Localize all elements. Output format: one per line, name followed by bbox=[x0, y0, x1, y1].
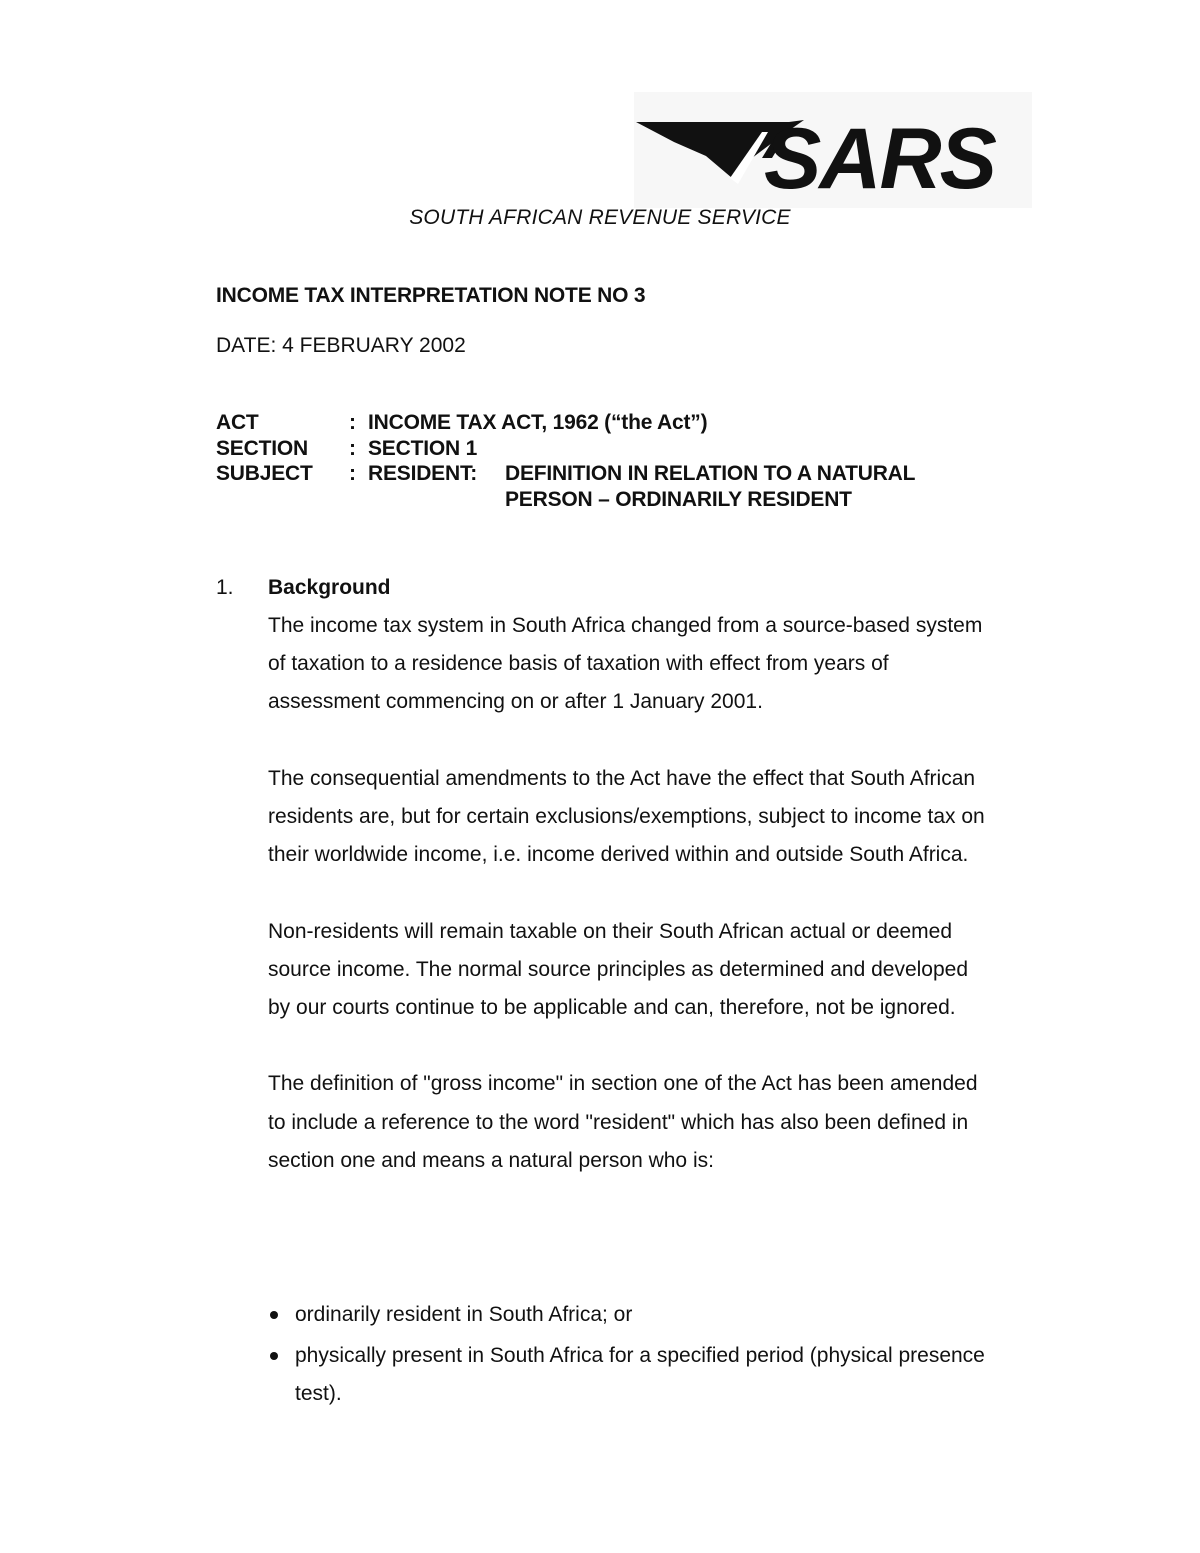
note-date: DATE: 4 FEBRUARY 2002 bbox=[216, 334, 466, 357]
meta-section-value: SECTION 1 bbox=[368, 436, 478, 460]
body-paragraph: The income tax system in South Africa changed from a source-based system of taxation to a residence basis of taxation with effect from years of assessment commencing on or after 1 January 2001. bbox=[268, 614, 983, 714]
body-paragraph: The definition of "gross income" in section one of the Act has been amended to include a reference to the word "resident" which has also been defined in section one and means a natural person who is: bbox=[268, 1072, 978, 1172]
section-body bbox=[268, 607, 988, 1218]
meta-subject-label: SUBJECT bbox=[216, 462, 313, 485]
meta-section-label: SECTION bbox=[216, 436, 308, 460]
list-item-text: physically present in South Africa for a specified period (physical presence test). bbox=[295, 1344, 985, 1406]
bullet-icon bbox=[270, 1311, 278, 1319]
resident-criteria-list bbox=[268, 1296, 988, 1417]
meta-colon: : bbox=[349, 436, 356, 460]
sars-logo bbox=[634, 92, 1032, 208]
organization-name: SOUTH AFRICAN REVENUE SERVICE bbox=[409, 206, 791, 229]
logo-wordmark: SARS bbox=[764, 111, 995, 207]
meta-act-value: INCOME TAX ACT, 1962 (“the Act”) bbox=[368, 411, 708, 434]
bullet-icon bbox=[270, 1352, 278, 1360]
list-item-text: ordinarily resident in South Africa; or bbox=[295, 1303, 633, 1326]
meta-act-label: ACT bbox=[216, 411, 259, 434]
note-title: INCOME TAX INTERPRETATION NOTE NO 3 bbox=[216, 284, 646, 307]
meta-subject-value: RESIDENT: bbox=[368, 462, 478, 485]
section-heading: Background bbox=[268, 576, 391, 599]
meta-colon: : bbox=[349, 411, 356, 434]
meta-subject-detail-line1: DEFINITION IN RELATION TO A NATURAL bbox=[505, 462, 916, 485]
body-paragraph: Non-residents will remain taxable on their South African actual or deemed source income. The normal source principles as determined and developed by our courts continue to be applicable and can, therefore, not be ignored. bbox=[268, 919, 969, 1019]
section-number: 1. bbox=[216, 576, 234, 599]
body-paragraph: The consequential amendments to the Act have the effect that South African residents are, but for certain exclusions/exemptions, subject to income tax on their worldwide income, i.e. income derived within and outside South Africa. bbox=[268, 766, 985, 867]
meta-subject-detail-line2: PERSON – ORDINARILY RESIDENT bbox=[505, 487, 852, 511]
meta-colon: : bbox=[349, 462, 356, 485]
list-item bbox=[268, 1296, 988, 1334]
list-item bbox=[268, 1337, 988, 1413]
sars-logo-graphic bbox=[634, 92, 1032, 208]
